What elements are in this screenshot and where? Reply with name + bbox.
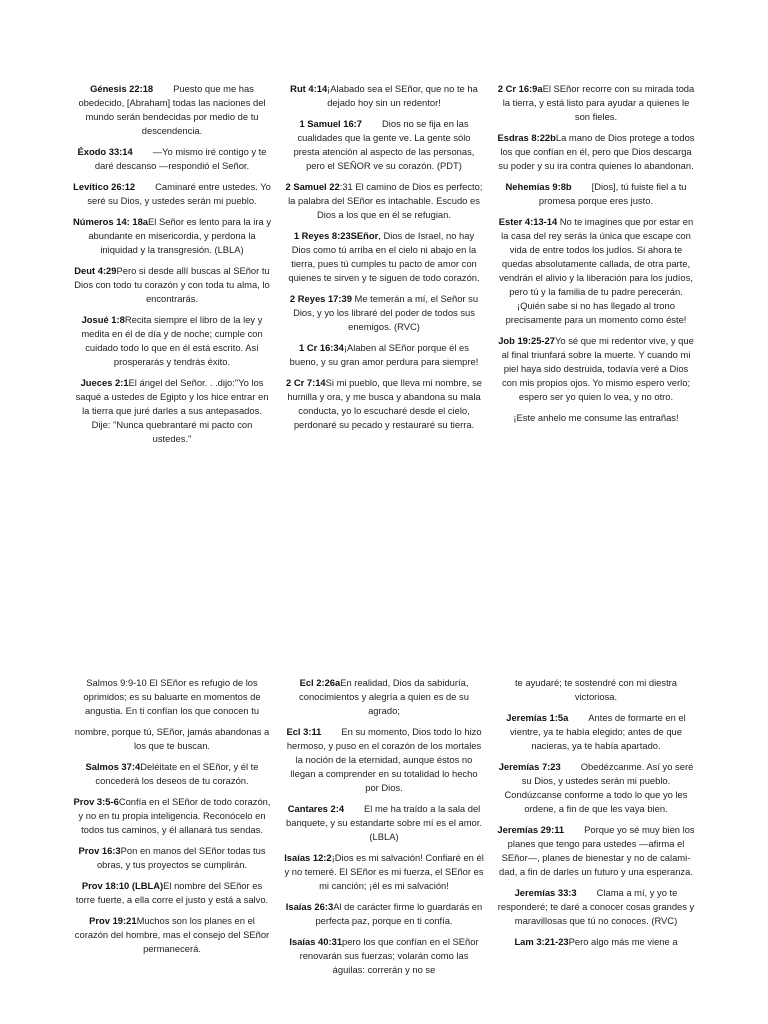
verse-text: El Señor es lento para la ira y abundante en misericordia, y perdona la iniquidad y la transgresión. (LBLA) xyxy=(88,216,272,255)
verse-entry xyxy=(72,725,272,753)
verse-text: No te imagines que por estar en la casa del rey serás la única que escape con vida de entre todos los judíos. Si ahora te quedas absolutamente callada, de otra parte, vendrán el alivio y la liberación para los judíos, pero tú y la familia de tu padre perecerán. ¡Quién sabe si no has llegado al trono precisamente para un momento como éste! xyxy=(499,216,694,325)
verse-reference: Lam 3:21-23 xyxy=(514,936,569,947)
verse-reference: Salmos 37:4 xyxy=(85,761,141,772)
verse-reference: Jeremías 33:3 xyxy=(514,887,577,898)
verse-reference: Jueces 2:1 xyxy=(80,377,129,388)
verse-text: Dios no se fija en las cualidades que la gente ve. La gente sólo presta atención al aspecto de las personas, pero el SEÑOR ve su corazón. (PDT) xyxy=(293,118,475,171)
verse-entry xyxy=(284,82,484,110)
verse-reference: Job 19:25-27 xyxy=(498,335,555,346)
verse-text: En realidad, Dios da sabiduría, conocimientos y alegría a quien es de su agrado; xyxy=(299,677,469,716)
verse-reference: Ester 4:13-14 xyxy=(498,216,558,227)
verse-entry xyxy=(284,341,484,369)
bottom-column-1 xyxy=(72,676,272,963)
verse-text: Salmos 9:9-10 El SEñor es refugio de los oprimidos; es su baluarte en momentos de angustia. En ti confían los que conocen tu xyxy=(83,677,261,716)
verse-text: Deléitate en el SEñor, y él te concederá los deseos de tu corazón. xyxy=(95,761,259,786)
verse-reference: Prov 3:5-6 xyxy=(73,796,119,807)
verse-entry xyxy=(72,264,272,306)
verse-text: ¡Alaben al SEñor porque él es bueno, y su gran amor perdura para siempre! xyxy=(289,342,479,367)
verse-reference: 1 Samuel 16:7 xyxy=(299,118,363,129)
verse-text: ¡Alabado sea el SEñor, que no te ha dejado hoy sin un redentor! xyxy=(327,83,478,108)
verse-entry xyxy=(72,82,272,138)
verse-reference: 2 Cr 7:14 xyxy=(286,377,326,388)
verse-entry xyxy=(496,82,696,124)
verse-text: ¡Dios es mi salvación! Confiaré en él y no temeré. El SEñor es mi fuerza, el SEñor es mi canción; ¡él es mi salvación! xyxy=(284,852,484,891)
verse-reference: Prov 18:10 (LBLA) xyxy=(81,880,164,891)
verse-entry xyxy=(72,180,272,208)
verse-reference: 2 Samuel 22 xyxy=(285,181,340,192)
verse-text: :31 El camino de Dios es perfecto; la palabra del SEñor es intachable. Escudo es Dios a los que en él se refugian. xyxy=(288,181,483,220)
verse-entry xyxy=(496,334,696,404)
verse-text: Porque yo sé muy bien los planes que tengo para ustedes —afirma el SEñor—, planes de bienestar y no de calami- dad, a fin de darles un futuro y una esperanza. xyxy=(499,824,695,877)
verse-entry xyxy=(496,411,696,425)
verse-text: —Yo mismo iré contigo y te daré descanso —respondió el Señor. xyxy=(94,146,267,171)
verse-text: El ángel del Señor. . .dijo:"Yo los saqué a ustedes de Egipto y los hice entrar en la tierra que juré darles a sus antepasados. Dije: "Nunca quebrantaré mi pacto con ustedes." xyxy=(75,377,269,444)
verse-text: El nombre del SEñor es torre fuerte, a ella corre el justo y está a salvo. xyxy=(75,880,269,905)
verse-text: Clama a mí, y yo te responderé; te daré a conocer cosas grandes y maravillosas que tú no conoces. (RVC) xyxy=(497,887,695,926)
top-column-3 xyxy=(496,82,696,432)
verse-entry xyxy=(72,376,272,446)
verse-entry xyxy=(72,145,272,173)
verse-entry xyxy=(284,900,484,928)
verse-entry xyxy=(496,180,696,208)
verse-entry xyxy=(284,376,484,432)
verse-entry xyxy=(72,215,272,257)
verse-text: El me ha traído a la sala del banquete, y su estandarte sobre mí es el amor. (LBLA) xyxy=(286,803,482,842)
verse-reference: Isaías 12:2 xyxy=(284,852,332,863)
verse-text: Pero algo más me viene a xyxy=(568,936,678,947)
verse-entry xyxy=(72,760,272,788)
verse-reference: 1 Cr 16:34 xyxy=(299,342,344,353)
verse-entry xyxy=(496,886,696,928)
verse-entry xyxy=(72,313,272,369)
verse-text: La mano de Dios protege a todos los que confían en él, pero que Dios descarga su poder y su ira contra quienes lo abandonan. xyxy=(498,132,695,171)
verse-entry xyxy=(496,760,696,816)
verse-reference: Levítico 26:12 xyxy=(73,181,136,192)
verse-reference: Isaías 26:3 xyxy=(285,901,334,912)
verse-entry xyxy=(284,676,484,718)
verse-entry xyxy=(284,851,484,893)
verse-text: Yo sé que mi redentor vive, y que al final triunfará sobre la muerte. Y cuando mi piel haya sido destruida, todavía veré a Dios con mis propios ojos. Yo mismo espero verlo; espero ser yo quien lo vea, y no otro. xyxy=(501,335,694,402)
verse-reference: Isaías 40:31 xyxy=(289,936,343,947)
verse-entry xyxy=(72,676,272,718)
verse-text: Antes de formarte en el vientre, ya te había elegido; antes de que nacieras, ya te había apartado. xyxy=(509,712,686,751)
verse-reference: Josué 1:8 xyxy=(81,314,125,325)
verse-entry xyxy=(284,229,484,285)
verse-reference: Génesis 22:18 xyxy=(90,83,154,94)
verse-reference: Prov 16:3 xyxy=(78,845,121,856)
verse-text: Si mi pueblo, que lleva mi nombre, se humilla y ora, y me busca y abandona su mala conducta, yo lo escucharé desde el cielo, perdonaré su pecado y restauraré su tierra. xyxy=(287,377,482,430)
verse-entry xyxy=(284,292,484,334)
verse-entry xyxy=(284,180,484,222)
verse-text: pero los que confían en el SEñor renovarán sus fuerzas; volarán como las águilas: correrán y no se xyxy=(299,936,479,975)
verse-entry xyxy=(284,802,484,844)
verse-text: Al de carácter firme lo guardarás en perfecta paz, porque en ti confía. xyxy=(315,901,483,926)
verse-reference: 2 Cr 16:9a xyxy=(497,83,543,94)
verse-text: Muchos son los planes en el corazón del hombre, mas el consejo del SEñor permanecerá. xyxy=(74,915,270,954)
verse-reference: Deut 4:29 xyxy=(74,265,117,276)
verse-reference: Ecl 3:11 xyxy=(286,726,322,737)
verse-text: [Dios], tú fuiste fiel a tu promesa porque eres justo. xyxy=(538,181,687,206)
verse-text: te ayudaré; te sostendré con mi diestra victoriosa. xyxy=(514,677,678,702)
verse-text: , Dios de Israel, no hay Dios como tú arriba en el cielo ni abajo en la tierra, pues tú cumples tu pacto de amor con quienes te sirven y te siguen de todo corazón. xyxy=(288,230,480,283)
verse-text: En su momento, Dios todo lo hizo hermoso, y puso en el corazón de los mortales la noción de la eternidad, aunque éstos no llegan a comprender en su totalidad lo hecho por Dios. xyxy=(286,726,482,793)
verse-text: Caminaré entre ustedes. Yo seré su Dios, y ustedes serán mi pueblo. xyxy=(87,181,271,206)
verse-entry xyxy=(496,215,696,327)
verse-reference: Ecl 2:26a xyxy=(299,677,341,688)
verse-entry xyxy=(496,935,696,949)
verse-text: El SEñor recorre con su mirada toda la tierra, y está listo para ayudar a quienes le son fieles. xyxy=(502,83,695,122)
verse-text: ¡Este anhelo me consume las entrañas! xyxy=(513,412,679,423)
verse-text: Pero si desde allí buscas al SEñor tu Dios con todo tu corazón y con toda tu alma, lo encontrarás. xyxy=(74,265,270,304)
verse-entry xyxy=(496,711,696,753)
verse-text: Puesto que me has obedecido, [Abraham] todas las naciones del mundo serán bendecidas por medio de tu descendencia. xyxy=(78,83,266,136)
verse-reference: Rut 4:14 xyxy=(290,83,328,94)
verse-entry xyxy=(496,131,696,173)
bottom-column-2 xyxy=(284,676,484,984)
verse-text: nombre, porque tú, SEñor, jamás abandonas a los que te buscan. xyxy=(74,726,270,751)
bottom-column-3 xyxy=(496,676,696,956)
verse-reference: Esdras 8:22b xyxy=(497,132,556,143)
verse-reference: Jeremías 1:5a xyxy=(506,712,569,723)
verse-entry xyxy=(72,914,272,956)
verse-text: Confía en el SEñor de todo corazón, y no en tu propia inteligencia. Reconócelo en todos tus caminos, y él allanará tus sendas. xyxy=(78,796,271,835)
verse-entry xyxy=(284,725,484,795)
verse-text: Me temerán a mí, el Señor su Dios, y yo los libraré del poder de todos sus enemigos. (RVC) xyxy=(293,293,479,332)
verse-entry xyxy=(496,676,696,704)
verse-entry xyxy=(284,117,484,173)
verse-reference: Nehemías 9:8b xyxy=(505,181,572,192)
verse-text: Recita siempre el libro de la ley y medita en él de día y de noche; cumple con cuidado todo lo que en él está escrito. Así prosperarás y tendrás éxito. xyxy=(81,314,263,367)
verse-reference: 2 Reyes 17:39 xyxy=(289,293,352,304)
verse-reference: Éxodo 33:14 xyxy=(77,146,133,157)
top-column-2 xyxy=(284,82,484,439)
verse-entry xyxy=(284,935,484,977)
verse-entry xyxy=(496,823,696,879)
verse-entry xyxy=(72,795,272,837)
verse-entry xyxy=(72,879,272,907)
verse-text: Pon en manos del SEñor todas tus obras, y tus proyectos se cumplirán. xyxy=(96,845,266,870)
verse-reference: Números 14: 18a xyxy=(72,216,149,227)
verse-reference: Jeremías 7:23 xyxy=(498,761,561,772)
verse-reference: 1 Reyes 8:23SEñor xyxy=(293,230,379,241)
top-column-1 xyxy=(72,82,272,453)
verse-text: Obedézcanme. Así yo seré su Dios, y ustedes serán mi pueblo. Condúzcanse conforme a todo lo que yo les ordene, a fin de que les vaya bien. xyxy=(504,761,694,814)
verse-entry xyxy=(72,844,272,872)
verse-reference: Prov 19:21 xyxy=(89,915,137,926)
verse-reference: Cantares 2:4 xyxy=(287,803,345,814)
verse-reference: Jeremías 29:11 xyxy=(497,824,565,835)
